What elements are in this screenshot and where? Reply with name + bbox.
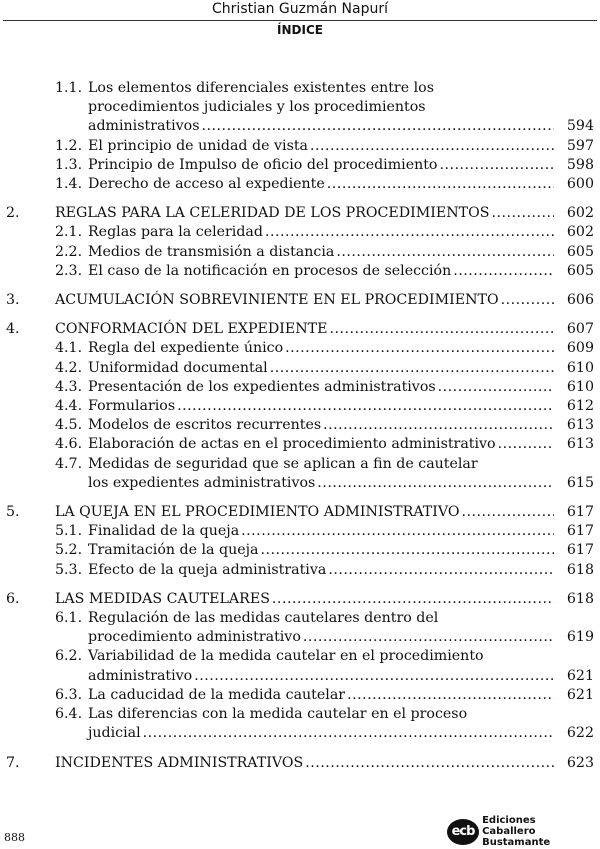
toc-line bbox=[0, 378, 600, 397]
dot-leader bbox=[272, 590, 554, 609]
toc-line bbox=[0, 503, 600, 522]
toc-subentry bbox=[0, 686, 600, 705]
entry-page: 618 bbox=[566, 561, 594, 578]
toc-subentry bbox=[0, 416, 600, 435]
chapter-number: 4. bbox=[6, 321, 20, 338]
toc-line bbox=[0, 609, 600, 628]
entry-page: 612 bbox=[566, 398, 594, 415]
dot-leader bbox=[491, 204, 554, 223]
publisher-line-2: Caballero Bustamante bbox=[482, 826, 551, 848]
entry-text: LAS MEDIDAS CAUTELARES bbox=[55, 590, 270, 607]
entry-page: 617 bbox=[566, 523, 594, 540]
toc-line bbox=[0, 561, 600, 580]
subentry-number: 5.1. bbox=[55, 523, 83, 540]
toc-subentry bbox=[0, 541, 600, 560]
toc-line bbox=[0, 79, 600, 98]
ecb-logo-icon: ecb bbox=[447, 819, 479, 845]
toc-subentry bbox=[0, 156, 600, 175]
publisher-logo bbox=[447, 815, 600, 848]
toc-line bbox=[0, 628, 600, 647]
index-title: ÍNDICE bbox=[277, 23, 323, 37]
toc-line bbox=[0, 724, 600, 743]
dot-leader bbox=[328, 561, 554, 580]
subentry-number: 6.3. bbox=[55, 686, 83, 703]
page-number: 888 bbox=[4, 831, 25, 844]
toc-subentry bbox=[0, 705, 600, 743]
entry-text: Finalidad de la queja bbox=[88, 523, 240, 540]
subentry-number: 5.2. bbox=[55, 542, 83, 559]
entry-text: CONFORMACIÓN DEL EXPEDIENTE bbox=[55, 321, 328, 338]
dot-leader bbox=[498, 435, 554, 454]
entry-page: 622 bbox=[566, 725, 594, 742]
dot-leader bbox=[305, 754, 554, 773]
subentry-number: 4.6. bbox=[55, 436, 83, 453]
entry-page: 600 bbox=[566, 176, 594, 193]
entry-page: 621 bbox=[566, 667, 594, 684]
toc-line bbox=[0, 647, 600, 666]
toc-subentry bbox=[0, 378, 600, 397]
entry-page: 621 bbox=[566, 686, 594, 703]
toc-subentry bbox=[0, 79, 600, 137]
dot-leader bbox=[462, 503, 555, 522]
dot-leader bbox=[329, 320, 554, 339]
entry-text: Las diferencias con la medida cautelar en el proceso bbox=[88, 706, 468, 723]
chapter-number: 5. bbox=[6, 504, 20, 521]
subentry-number: 4.7. bbox=[55, 455, 83, 472]
toc-line bbox=[0, 522, 600, 541]
entry-text: judicial bbox=[88, 725, 141, 742]
toc-line bbox=[0, 320, 600, 339]
entry-page: 623 bbox=[566, 754, 594, 771]
toc-line bbox=[0, 435, 600, 454]
dot-leader bbox=[285, 339, 554, 358]
dot-leader bbox=[177, 397, 554, 416]
entry-page: 602 bbox=[566, 205, 594, 222]
toc-line bbox=[0, 339, 600, 358]
toc-section bbox=[0, 79, 600, 194]
subentry-number: 2.2. bbox=[55, 243, 83, 260]
entry-text: LA QUEJA EN EL PROCEDIMIENTO ADMINISTRATIVO bbox=[55, 504, 460, 521]
dot-leader bbox=[265, 223, 554, 242]
entry-text: los expedientes administrativos bbox=[88, 474, 316, 491]
toc-subentry bbox=[0, 359, 600, 378]
entry-text: Derecho de acceso al expediente bbox=[88, 176, 325, 193]
toc-subentry bbox=[0, 561, 600, 580]
entry-text: administrativos bbox=[88, 118, 200, 135]
entry-text: Regulación de las medidas cautelares dentro del bbox=[88, 610, 439, 627]
entry-text: Principio de Impulso de oficio del procedimiento bbox=[88, 156, 438, 173]
entry-text: Elaboración de actas en el procedimiento administrativo bbox=[88, 436, 496, 453]
entry-page: 618 bbox=[566, 590, 594, 607]
entry-text: Uniformidad documental bbox=[88, 359, 268, 376]
entry-page: 609 bbox=[566, 340, 594, 357]
toc-line bbox=[0, 590, 600, 609]
toc-line bbox=[0, 416, 600, 435]
entry-page: 617 bbox=[566, 542, 594, 559]
publisher-line-1: Ediciones bbox=[482, 815, 536, 826]
entry-page: 613 bbox=[566, 436, 594, 453]
chapter-number: 3. bbox=[6, 292, 20, 309]
dot-leader bbox=[438, 378, 554, 397]
subentry-number: 6.2. bbox=[55, 648, 83, 665]
toc-section bbox=[0, 320, 600, 493]
entry-text: El principio de unidad de vista bbox=[88, 137, 309, 154]
toc-subentry bbox=[0, 609, 600, 647]
dot-leader bbox=[327, 175, 554, 194]
entry-page: 619 bbox=[566, 629, 594, 646]
dot-leader bbox=[453, 262, 554, 281]
entry-text: Presentación de los expedientes administrativos bbox=[88, 378, 436, 395]
entry-text: Formularios bbox=[88, 398, 176, 415]
toc-line bbox=[0, 175, 600, 194]
toc-line bbox=[0, 474, 600, 493]
dot-leader bbox=[336, 243, 554, 262]
entry-text: Reglas para la celeridad bbox=[88, 224, 263, 241]
entry-text: INCIDENTES ADMINISTRATIVOS bbox=[55, 754, 304, 771]
dot-leader bbox=[194, 667, 554, 686]
running-head-author: Christian Guzmán Napurí bbox=[212, 1, 388, 17]
toc-line bbox=[0, 117, 600, 136]
toc-subentry bbox=[0, 262, 600, 281]
toc-chapter-entry bbox=[0, 320, 600, 339]
toc-line bbox=[0, 359, 600, 378]
entry-text: administrativo bbox=[88, 667, 193, 684]
subentry-number: 6.1. bbox=[55, 610, 83, 627]
entry-text: procedimiento administrativo bbox=[88, 629, 301, 646]
chapter-number: 2. bbox=[6, 205, 20, 222]
entry-page: 610 bbox=[566, 359, 594, 376]
subentry-number: 4.1. bbox=[55, 340, 83, 357]
toc-chapter-entry bbox=[0, 590, 600, 609]
toc-line bbox=[0, 243, 600, 262]
toc-subentry bbox=[0, 647, 600, 685]
entry-page: 594 bbox=[566, 118, 594, 135]
dot-leader bbox=[303, 628, 554, 647]
dot-leader bbox=[317, 474, 554, 493]
toc-subentry bbox=[0, 243, 600, 262]
toc-line bbox=[0, 541, 600, 560]
toc-line bbox=[0, 98, 600, 117]
toc-chapter-entry bbox=[0, 204, 600, 223]
entry-text: Tramitación de la queja bbox=[88, 542, 259, 559]
dot-leader bbox=[241, 522, 554, 541]
entry-text: La caducidad de la medida cautelar bbox=[88, 686, 346, 703]
toc-section bbox=[0, 204, 600, 281]
entry-text: Regla del expediente único bbox=[88, 340, 284, 357]
toc-line bbox=[0, 156, 600, 175]
toc-line bbox=[0, 262, 600, 281]
toc-subentry bbox=[0, 223, 600, 242]
entry-page: 610 bbox=[566, 378, 594, 395]
chapter-number: 6. bbox=[6, 590, 20, 607]
entry-page: 605 bbox=[566, 243, 594, 260]
toc-subentry bbox=[0, 175, 600, 194]
toc-line bbox=[0, 204, 600, 223]
subentry-number: 2.3. bbox=[55, 262, 83, 279]
entry-text: procedimientos judiciales y los procedimientos bbox=[88, 99, 426, 116]
entry-text: Medidas de seguridad que se aplican a fin de cautelar bbox=[88, 455, 478, 472]
subentry-number: 2.1. bbox=[55, 224, 83, 241]
dot-leader bbox=[270, 359, 554, 378]
entry-page: 605 bbox=[566, 262, 594, 279]
toc-chapter-entry bbox=[0, 503, 600, 522]
subentry-number: 5.3. bbox=[55, 561, 83, 578]
entry-text: El caso de la notificación en procesos de selección bbox=[88, 262, 452, 279]
toc-line bbox=[0, 455, 600, 474]
toc-subentry bbox=[0, 435, 600, 454]
dot-leader bbox=[323, 416, 554, 435]
entry-page: 615 bbox=[566, 474, 594, 491]
toc-line bbox=[0, 397, 600, 416]
subentry-number: 4.3. bbox=[55, 378, 83, 395]
entry-page: 602 bbox=[566, 224, 594, 241]
toc-line bbox=[0, 667, 600, 686]
subentry-number: 1.1. bbox=[55, 80, 83, 96]
entry-page: 606 bbox=[566, 292, 594, 309]
subentry-number: 1.2. bbox=[55, 137, 83, 154]
toc-line bbox=[0, 705, 600, 724]
subentry-number: 1.4. bbox=[55, 176, 83, 193]
entry-page: 613 bbox=[566, 417, 594, 434]
subentry-number: 6.4. bbox=[55, 706, 83, 723]
toc-line bbox=[0, 223, 600, 242]
entry-page: 607 bbox=[566, 321, 594, 338]
toc-section bbox=[0, 503, 600, 580]
entry-page: 598 bbox=[566, 156, 594, 173]
toc-subentry bbox=[0, 522, 600, 541]
dot-leader bbox=[202, 117, 554, 136]
chapter-number: 7. bbox=[6, 754, 20, 771]
toc-subentry bbox=[0, 339, 600, 358]
entry-text: Variabilidad de la medida cautelar en el procedimiento bbox=[88, 648, 484, 665]
toc-section bbox=[0, 291, 600, 310]
toc-subentry bbox=[0, 137, 600, 156]
table-of-contents bbox=[0, 79, 600, 783]
toc-chapter-entry bbox=[0, 291, 600, 310]
entry-text: Medios de transmisión a distancia bbox=[88, 243, 335, 260]
toc-line bbox=[0, 754, 600, 773]
subentry-number: 4.4. bbox=[55, 398, 83, 415]
dot-leader bbox=[501, 291, 554, 310]
entry-text: ACUMULACIÓN SOBREVINIENTE EN EL PROCEDIMIENTO bbox=[55, 292, 499, 309]
toc-section bbox=[0, 754, 600, 773]
dot-leader bbox=[439, 156, 554, 175]
toc-line bbox=[0, 291, 600, 310]
entry-page: 617 bbox=[566, 504, 594, 521]
toc-subentry bbox=[0, 397, 600, 416]
toc-chapter-entry bbox=[0, 754, 600, 773]
toc-line bbox=[0, 137, 600, 156]
toc-section bbox=[0, 590, 600, 744]
entry-page: 597 bbox=[566, 137, 594, 154]
subentry-number: 4.5. bbox=[55, 417, 83, 434]
subentry-number: 4.2. bbox=[55, 359, 83, 376]
header-rule bbox=[3, 20, 597, 21]
entry-text: Modelos de escritos recurrentes bbox=[88, 417, 322, 434]
dot-leader bbox=[261, 541, 555, 560]
dot-leader bbox=[143, 724, 554, 743]
entry-text: Los elementos diferenciales existentes entre los bbox=[88, 80, 434, 96]
entry-text: REGLAS PARA LA CELERIDAD DE LOS PROCEDIMIENTOS bbox=[55, 205, 490, 222]
dot-leader bbox=[310, 137, 554, 156]
toc-line bbox=[0, 686, 600, 705]
dot-leader bbox=[347, 686, 554, 705]
subentry-number: 1.3. bbox=[55, 156, 83, 173]
toc-subentry bbox=[0, 455, 600, 493]
entry-text: Efecto de la queja administrativa bbox=[88, 561, 327, 578]
